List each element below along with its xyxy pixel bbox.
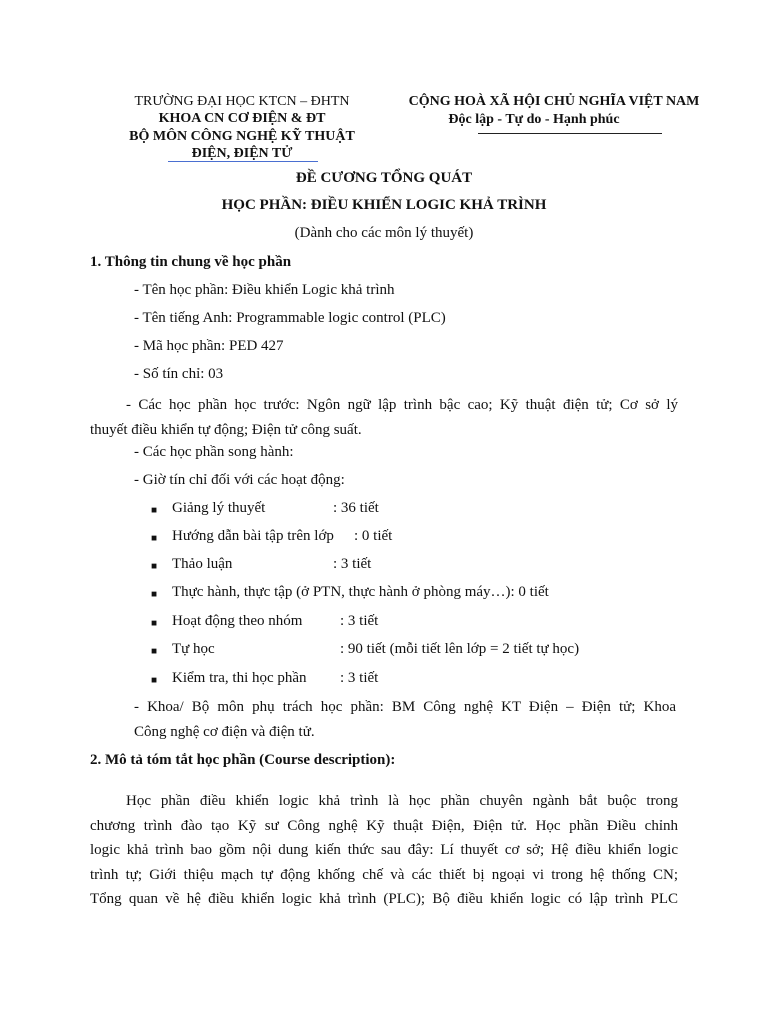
course-title: HỌC PHẦN: ĐIỀU KHIỂN LOGIC KHẢ TRÌNH — [221, 197, 547, 213]
activity-label: Hoạt động theo nhóm — [172, 613, 303, 629]
parallel-courses: - Các học phần song hành: — [134, 444, 294, 460]
prerequisites-line1: - Các học phần học trước: Ngôn ngữ lập trình bậc cao; Kỹ thuật điện tử; Cơ sở lý — [126, 397, 678, 413]
responsible-department — [134, 695, 676, 744]
section1-heading: 1. Thông tin chung về học phần — [90, 254, 292, 270]
activity-value: : 3 tiết — [340, 613, 379, 629]
university-name: TRƯỜNG ĐẠI HỌC KTCN – ĐHTN — [134, 94, 350, 109]
department-name: BỘ MÔN CÔNG NGHỆ KỸ THUẬT — [129, 129, 355, 144]
course-code: - Mã học phần: PED 427 — [134, 338, 284, 354]
activity-label: Hướng dẫn bài tập trên lớp — [172, 528, 334, 544]
faculty-name: KHOA CN CƠ ĐIỆN & ĐT — [158, 111, 326, 126]
course-name: - Tên học phần: Điều khiển Logic khả trình — [134, 282, 395, 298]
prerequisites-line2: thuyết điều khiển tự động; Điện tử công suất. — [90, 421, 362, 438]
bullet-icon: ■ — [151, 589, 158, 600]
activity-value: : 0 tiết — [354, 528, 393, 544]
bullet-icon: ■ — [151, 533, 158, 544]
course-type-note: (Dành cho các môn lý thuyết) — [294, 225, 474, 241]
bullet-icon: ■ — [151, 561, 158, 572]
activity-label: Thực hành, thực tập (ở PTN, thực hành ở phòng máy…): 0 tiết — [172, 584, 549, 600]
activity-label: Tự học — [172, 641, 215, 657]
section2-heading: 2. Mô tả tóm tắt học phần (Course description): — [90, 752, 396, 768]
bullet-icon: ■ — [151, 618, 158, 629]
activity-value: : 3 tiết — [340, 670, 379, 686]
activity-value: : 3 tiết — [333, 556, 372, 572]
course-credits: - Số tín chỉ: 03 — [134, 366, 224, 382]
activity-value: : 36 tiết — [333, 500, 379, 516]
activity-label: Giảng lý thuyết — [172, 500, 266, 516]
bullet-icon: ■ — [151, 675, 158, 686]
credit-hours-intro: - Giờ tín chỉ đối với các hoạt động: — [134, 472, 345, 488]
course-description — [90, 789, 678, 912]
department-name-cont: ĐIỆN, ĐIỆN TỬ — [191, 146, 293, 161]
department-line1: - Khoa/ Bộ môn phụ trách học phần: BM Công nghệ KT Điện – Điện tử; Khoa — [134, 699, 676, 715]
activity-value: : 90 tiết (mỗi tiết lên lớp = 2 tiết tự học) — [340, 641, 580, 657]
activity-label: Thảo luận — [172, 556, 233, 572]
activity-label: Kiểm tra, thi học phần — [172, 670, 307, 686]
description-line: Học phần điều khiển logic khả trình là học phần chuyên ngành bắt buộc trong — [126, 793, 678, 809]
description-line: Tổng quan về hệ điều khiển logic khả trình (PLC); Bộ điều khiển logic có lập trình PLC — [90, 891, 678, 907]
department-line2: Công nghệ cơ điện và điện tử. — [134, 723, 315, 740]
document-title: ĐỀ CƯƠNG TỔNG QUÁT — [295, 170, 473, 186]
header-right-underline — [478, 133, 662, 134]
national-title: CỘNG HOÀ XÃ HỘI CHỦ NGHĨA VIỆT NAM — [408, 94, 700, 109]
description-line: trình tự; Giới thiệu mạch tự động khống chế và các thiết bị ngoại vi trong hệ thống CN; — [90, 866, 678, 883]
header-left-underline — [168, 161, 318, 162]
bullet-icon: ■ — [151, 646, 158, 657]
description-line: chương trình đào tạo Kỹ sư Công nghệ Kỹ thuật Điện, Điện tử. Học phần Điều chỉnh — [90, 817, 678, 834]
bullet-icon: ■ — [151, 505, 158, 516]
course-english-name: - Tên tiếng Anh: Programmable logic control (PLC) — [134, 310, 446, 326]
prerequisites — [90, 393, 678, 442]
national-motto: Độc lập - Tự do - Hạnh phúc — [448, 112, 620, 127]
description-line: logic khả trình bao gồm nội dung kiến thức sau đây: Lí thuyết cơ sở; Hệ điều khiển logic — [90, 842, 678, 858]
